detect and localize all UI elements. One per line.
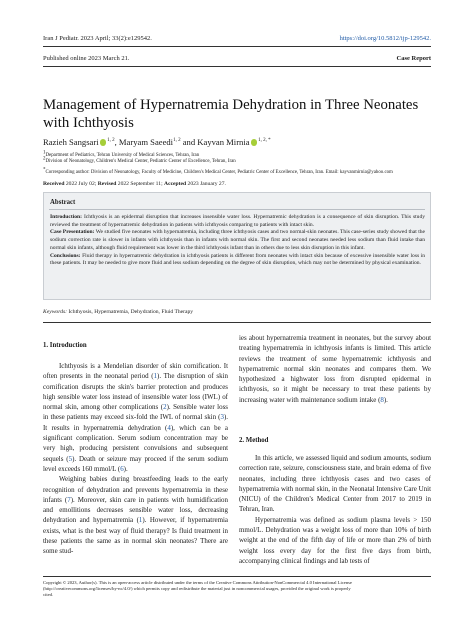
reference-link[interactable]: 2 xyxy=(163,403,167,412)
reference-link[interactable]: 5 xyxy=(68,454,73,463)
footer-rule xyxy=(43,576,431,577)
keywords xyxy=(43,309,193,316)
received-label: Received xyxy=(43,181,65,187)
reference-link[interactable]: 1 xyxy=(138,516,143,525)
keywords-rule xyxy=(43,322,431,323)
doi-link[interactable]: https://doi.org/10.5812/ijp-129542. xyxy=(339,35,431,42)
abstract-body xyxy=(50,214,425,268)
author-affiliation-marker: 1, 2 xyxy=(107,138,115,144)
corresponding-author: *Corresponding author: Division of Neonatology, Faculty of Medicine, Children's Medical Center, Pediatric Center of Excellence, Tehran, Iran. Email: kayvanmirnia@yahoo.com xyxy=(43,167,393,175)
paragraph: Weighing babies during breastfeeding leads to the early recognition of dehydration and prevents hypernatremia in these infants (7). Moreover, skin care in patients with humidification and emollitions decreases sensible water loss, decreasing dehydration and hypernatremia (1). However, if hypernatremia exists, what is the best way of fluid therapy? Is fluid treatment in these patients the same as in normal skin neonates? There are some stud- xyxy=(43,475,229,556)
orcid-icon[interactable] xyxy=(100,139,107,146)
revised-date: 2022 September 11; xyxy=(117,181,163,187)
corresponding-author-text: Corresponding author: Division of Neonatology, Faculty of Medicine, Children's Medical Center, Pediatric Center of Excellence, Tehran, Iran. Email: kayvanmirnia@yahoo.com xyxy=(45,170,393,175)
author-affiliation-marker: 1, 2 xyxy=(173,138,181,144)
left-column-text xyxy=(43,361,228,557)
revised-label: Revised xyxy=(97,181,117,187)
reference-link[interactable]: 3 xyxy=(220,413,224,422)
accepted-label: Accepted xyxy=(164,181,187,187)
keywords-text: Ichthyosis, Hypernatremia, Dehydration, Fluid Therapy xyxy=(68,309,194,315)
abstract-rule xyxy=(49,209,425,210)
article-title: Management of Hypernatremia Dehydration in Three Neonates with Ichthyosis xyxy=(43,97,419,131)
abstract-section xyxy=(50,253,425,268)
abstract-section-label: Conclusions: xyxy=(50,252,81,259)
affiliation-text: Department of Pediatrics, Tehran University of Medical Sciences, Tehran, Iran xyxy=(45,153,200,158)
keywords-label: Keywords: xyxy=(43,309,68,315)
section-heading-method: 2. Method xyxy=(239,437,269,444)
journal-citation: Iran J Pediatr. 2023 April; 33(2):e129542. xyxy=(43,35,152,42)
abstract-section-text: Fluid therapy in hypernatremic dehydration in ichthyosis patients is different from neonates with intact skin because of excessive insensible water loss in these patients. It may be needed to give more fluid and less sodium depending on the degree of skin disruption, which may not be determined by physical examination. xyxy=(50,252,425,267)
reference-link[interactable]: 6 xyxy=(120,464,124,473)
affiliation-line xyxy=(43,156,433,165)
affiliations xyxy=(43,150,433,165)
right-column-text xyxy=(239,453,431,566)
author-affiliation-marker: 1, 2, * xyxy=(258,138,271,144)
header-rule-2 xyxy=(43,66,431,67)
copyright-line-3: cited. xyxy=(43,592,54,597)
affiliation-text: Division of Neonatology, Children's Medical Center, Pediatric Center of Excellence, Tehran, Iran xyxy=(45,159,236,165)
paragraph: Ichthyosis is a Mendelian disorder of skin cornification. It often presents in the neonatal period (1). The disruption of skin cornification disrupts the skin's barrier protection and produces high sensible water loss instead of insensible water loss (IWL) of normal skin, among other complications (2). Sensible water loss in these patients may exceed six-fold the IWL of normal skin (3). It results in hypernatremia dehydration (4), which can be a significant complication. Serum sodium concentration may be very high, producing persistent convulsions and subsequent sequels (5). Death or seizure may proceed if the serum sodium level exceeds 160 mmol/L (6). xyxy=(43,362,229,473)
paragraph: Hypernatremia was defined as sodium plasma levels > 150 mmol/L. Dehydration was a weight loss of more than 10% of birth weight at the end of the fifth day of life or more than 2% of birth weight loss every day for the first five days from birth, accompanying clinical findings and lab tests of xyxy=(239,515,431,565)
article-dates xyxy=(43,181,226,187)
paragraph: ies about hypernatremia treatment in neonates, but the survey about treating hypernatremia in ichthyosis infants is limited. This article reviews the treatment of some hypernatremic ichthyosis and hypernatremic normal skin neonates and compares them. We hypothesized a highwater loss from disrupted epidermal in ichthyosis, so it might be necessary to treat these patients by increasing water with maintenance sodium intake (8). xyxy=(239,334,431,404)
reference-link[interactable]: 1 xyxy=(153,372,158,381)
abstract-section-label: Introduction: xyxy=(50,214,82,220)
header-rule xyxy=(43,46,431,47)
reference-link[interactable]: 8 xyxy=(380,395,384,404)
author-separator: , xyxy=(114,137,119,147)
author-name: Maryam Saeedi xyxy=(118,137,174,147)
author-name: Razieh Sangsari xyxy=(43,137,99,147)
received-date: 2022 July 02; xyxy=(65,181,97,187)
published-date: Published online 2023 March 21. xyxy=(43,55,130,62)
section-heading-introduction: 1. Introduction xyxy=(43,342,87,349)
orcid-icon[interactable] xyxy=(251,139,258,146)
right-column-continuation xyxy=(239,333,431,405)
author-list xyxy=(43,137,271,148)
copyright-line-1: Copyright © 2023, Author(s). This is an open-access article distributed under the terms of the Creative Commons Attribution-NonCommercial 4.0 International License xyxy=(43,580,352,585)
abstract-section-label: Case Presentation: xyxy=(50,229,95,236)
abstract-box xyxy=(43,192,431,300)
copyright-notice xyxy=(43,580,433,598)
paragraph: In this article, we assessed liquid and sodium amounts, sodium correction rate, seizure, consciousness state, and brain edema of five neonates, including three ichthyosis cases and two cases of hypernatremia with normal skin, in the Neonatal Intensive Care Unit (NICU) of the Children's Medical Center from 2017 to 2019 in Tehran, Iran. xyxy=(239,454,431,514)
abstract-section-text: Ichthyosis is an epidermal disruption that increases insensible water loss. Hypernatremic dehydration is a consequence of skin disruption. This study reviewed the treatment of hypernatremic dehydration in patients with ichthyosis comparing to patients with intact skin. xyxy=(50,214,425,228)
affiliation-number: 1 xyxy=(43,150,46,156)
copyright-line-2: (http://creativecommons.org/licenses/by-nc/4.0/) which permits copy and redistribute the material just in noncommercial usages, provided the original work is properly xyxy=(43,586,351,591)
reference-link[interactable]: 7 xyxy=(67,495,71,504)
affiliation-number: 2 xyxy=(43,156,46,162)
reference-link[interactable]: 4 xyxy=(167,423,171,432)
author-name: Kayvan Mirnia xyxy=(197,137,250,147)
abstract-section xyxy=(50,214,425,229)
accepted-date: 2023 January 27. xyxy=(187,181,226,187)
abstract-section-text: We studied five neonates with hypernatremia, including three ichthyosis cases and two normal-skin neonates. This case-series study showed that the sodium correction rate is slower in infants with ichthyosis than in infants with normal skin. The first and second neonates needed less sodium than fluid intake than normal skin infants, although fluid requirement was lower in the third ichthyosis infant than in others due to less skin disruption in this infant. xyxy=(50,229,425,251)
article-type-badge: Case Report xyxy=(396,55,431,62)
abstract-section xyxy=(50,229,425,252)
abstract-heading: Abstract xyxy=(50,199,76,206)
author-separator: and xyxy=(180,137,198,147)
